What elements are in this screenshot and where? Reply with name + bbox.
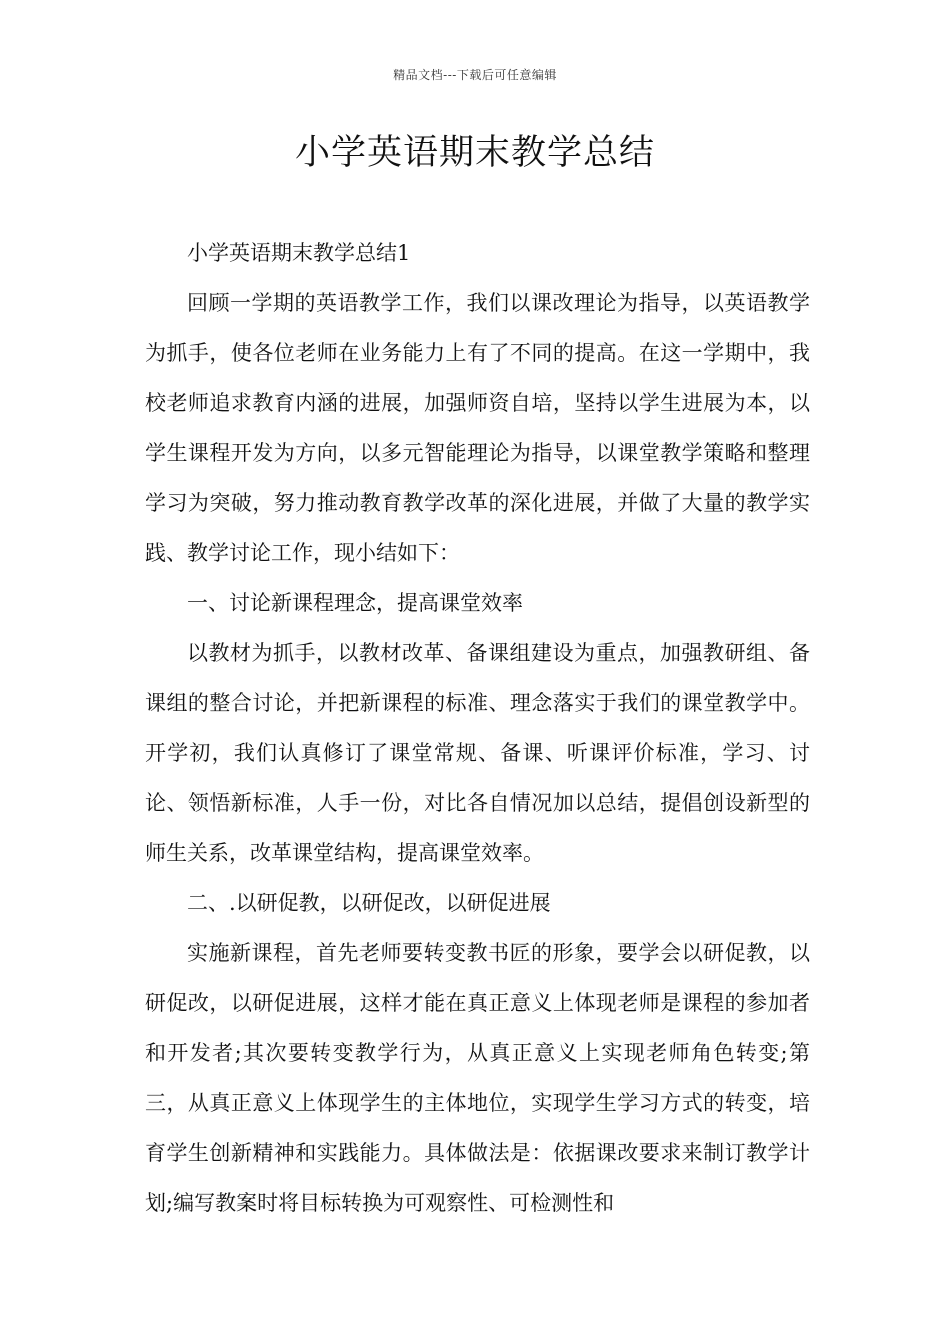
section-1-paragraph: 以教材为抓手，以教材改革、备课组建设为重点，加强教研组、备课组的整合讨论，并把新课程的标准、理念落实于我们的课堂教学中。开学初，我们认真修订了课堂常规、备课、听课评价标准，学习、讨论、领悟新标准，人手一份，对比各自情况加以总结，提倡创设新型的师生关系，改革课堂结构，提高课堂效率。 <box>145 641 810 865</box>
section-heading-1: 一、讨论新课程理念，提高课堂效率 <box>187 591 523 615</box>
intro-paragraph: 回顾一学期的英语教学工作，我们以课改理论为指导，以英语教学为抓手，使各位老师在业务能力上有了不同的提高。在这一学期中，我校老师追求教育内涵的进展，加强师资自培，坚持以学生进展为本，以学生课程开发为方向，以多元智能理论为指导，以课堂教学策略和整理学习为突破，努力推动教育教学改革的深化进展，并做了大量的教学实践、教学讨论工作，现小结如下： <box>145 291 810 565</box>
section-heading-2: 二、.以研促教，以研促改，以研促进展 <box>187 891 551 915</box>
document-body <box>145 228 810 1228</box>
subtitle-paragraph: 小学英语期末教学总结1 <box>187 241 411 265</box>
document-title: 小学英语期末教学总结 <box>294 133 655 173</box>
header-note: 精品文档---下载后可任意编辑 <box>393 68 557 82</box>
section-2-paragraph: 实施新课程，首先老师要转变教书匠的形象，要学会以研促教，以研促改，以研促进展，这样才能在真正意义上体现老师是课程的参加者和开发者;其次要转变教学行为，从真正意义上实现老师角色转变;第三，从真正意义上体现学生的主体地位，实现学生学习方式的转变，培育学生创新精神和实践能力。具体做法是：依据课改要求来制订教学计划;编写教案时将目标转换为可观察性、可检测性和 <box>145 941 810 1215</box>
